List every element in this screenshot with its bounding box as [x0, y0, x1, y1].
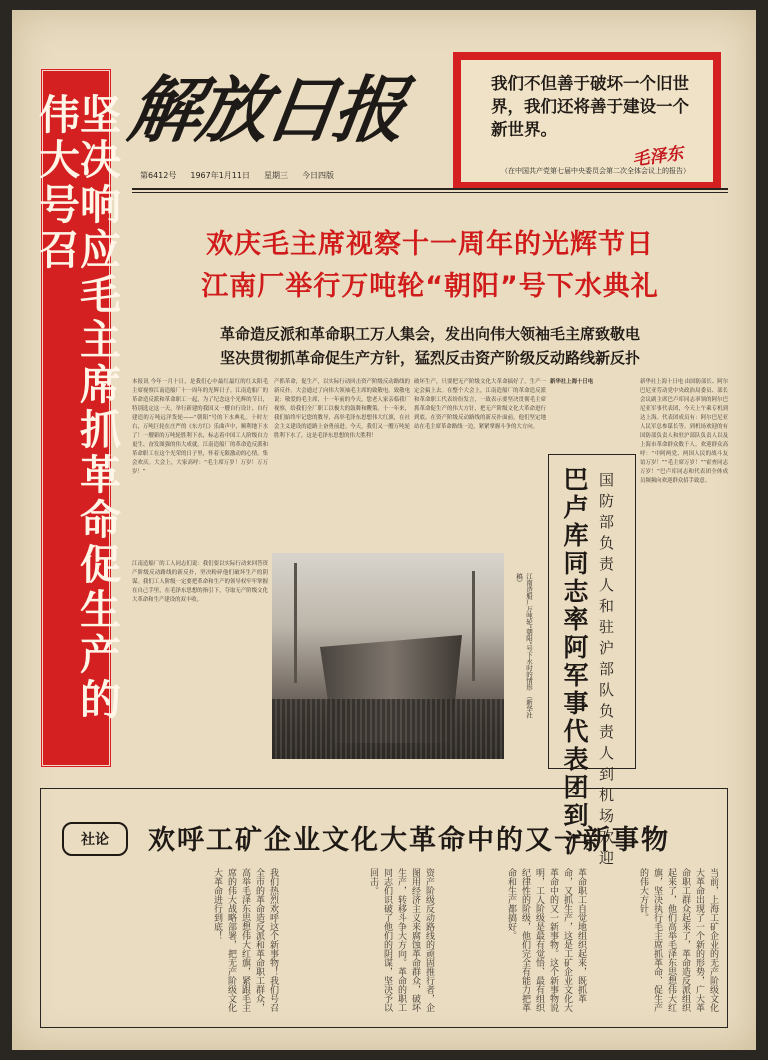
editorial-title: 欢呼工矿企业文化大革命中的又一新事物: [148, 825, 670, 856]
issue-weekday: 星期三: [264, 171, 288, 180]
right-story-subhead: 国防部负责人和驻沪部队负责人到机场欢迎: [597, 472, 615, 871]
issue-pages: 今日四版: [302, 171, 334, 180]
photo-caption: 江南造船厂万吨轮“朝阳”号下水时的情形 （新华社稿）: [515, 573, 533, 719]
editorial-col-3: 资产阶级反动路线的顽固推行者，企图用经济主义来腐蚀革命群众，破坏生产，转移斗争大方向。革命的职工同志们识破了他们的阴谋，坚决予以回击。: [368, 868, 434, 1012]
editorial-col-2: 革命职工自觉地组织起来，既抓革命，又抓生产，这是工矿企业文化大革命中的又一新事物。这个新事物说明，工人阶级是最有觉悟、最有组织纪律性的阶级，他们完全有能力把革命和生产都搞好。: [506, 868, 586, 1012]
main-body-col-2: 产抓革命，促生产，以实际行动回击资产阶级反动路线的新反扑。大会通过了向伟大领袖毛主席的致敬电。致敬电说：敬爱的毛主席，十一年前的今天，您老人家亲临我厂视察，给我们全厂职工以极大的鼓舞和鞭策。十一年来，我们始终牢记您的教导，高举毛泽东思想伟大红旗，在社会主义建设的道路上奋勇前进。今天，我们又一艘万吨轮胜利下水了，这是毛泽东思想的伟大胜利！: [274, 379, 410, 439]
photo-crowd: [272, 699, 504, 759]
editorial-col-4: 我们热烈欢呼这个新事物！我们号召全市的革命造反派和革命职工群众，高举毛泽东思想伟大红旗，紧跟毛主席的伟大战略部署，把无产阶级文化大革命进行到底！: [212, 868, 278, 1012]
quote-inner: [461, 60, 713, 182]
masthead-title: 解放日报: [123, 67, 408, 152]
issue-line: [140, 170, 430, 181]
main-headline-2: 江南厂举行万吨轮“朝阳”号下水典礼: [201, 271, 659, 302]
left-banner-text: 坚决响应毛主席抓革命促生产的伟大号召: [32, 93, 121, 723]
right-story-body: 新华社上海十日电 由国防部长、阿尔巴尼亚劳动党中央政治局委员、部长会议副主席巴卢库同志率领的阿尔巴尼亚军事代表团，今天上午乘专机到达上海。代表团成员有：阿尔巴尼亚人民军总参谋长等。到机场欢迎的有国防部负责人和驻沪部队负责人以及上海市革命群众数千人。欢迎群众高呼：“中阿两党、两国人民的战斗友谊万岁！”“毛主席万岁！”“霍查同志万岁！”巴卢库同志和代表团全体成员频频向欢迎群众招手致意。: [640, 379, 728, 484]
quote-text: 我们不但善于破坏一个旧世界，我们还将善于建设一个新世界。: [491, 74, 689, 139]
issue-number: 第6412号: [140, 171, 177, 180]
main-body-col-1: 本报讯 今年一月十日，是我们心中最红最红的红太阳毛主席视察江南造船厂十一周年的光辉日子。江南造船厂的革命造反派和革命职工一起，为了纪念这个光辉的节日，特别选定这一天，举行新建的我国又一艘自行设计、自行建造的万吨远洋货轮——“朝阳”号的下水典礼。十时左右，万吨巨轮在庄严的《东方红》乐曲声中，顺利地下水了！一艘新的万吨轮胜利下水，标志着中国工人阶级自力更生、奋发图强的伟大成就。江南造船厂的革命造反派和革命职工在这个光荣的日子里，怀着无限激动的心情，集会欢庆。大会上，大家高呼：“毛主席万岁！万岁！万万岁！”: [132, 379, 268, 475]
main-body-col-4: 江南造船厂的工人同志们说：我们要以实际行动来回答资产阶级反动路线的新反扑，坚决粉碎他们破坏生产的阴谋。我们工人阶级一定要把革命和生产的领导权牢牢掌握在自己手里，在毛泽东思想的指引下，夺取无产阶级文化大革命和生产建设的双丰收。: [132, 561, 268, 603]
main-subhead-2: 坚决贯彻抓革命促生产方针，猛烈反击资产阶级反动路线新反扑: [219, 349, 640, 367]
main-subhead-1: 革命造反派和革命职工万人集会，发出向伟大领袖毛主席致敬电: [219, 325, 640, 343]
right-story-headline: 巴卢库同志率阿军事代表团到沪: [560, 466, 589, 858]
quote-signature: 毛泽东: [631, 143, 685, 171]
photo-crane-right: [472, 571, 475, 681]
quote-source: （在中国共产党第七届中央委员会第二次全体会议上的报告）: [501, 167, 690, 175]
masthead-rule: [132, 188, 728, 190]
right-story-dateline: 新华社上海十日电: [550, 379, 594, 385]
ship-launch-photo: [272, 553, 504, 759]
editorial-col-1: 当前，上海工矿企业的无产阶级文化大革命出现了一个新的形势，广大革命职工群众起来了，革命造反派组织起来了，他们高举毛泽东思想伟大红旗，坚决执行毛主席抓革命、促生产的伟大方针。: [638, 868, 718, 1012]
issue-date: 1967年1月11日: [190, 171, 250, 180]
left-red-banner: [32, 68, 121, 768]
masthead-rule-thin: [132, 192, 728, 193]
main-headline-1: 欢庆毛主席视察十一周年的光辉节日: [206, 229, 654, 260]
main-body-col-3: 破坏生产，只要把无产阶级文化大革命搞好了，生产一定会搞上去。在整个大会上，江南造船厂的革命造反派和革命职工代表纷纷发言，一致表示要坚决贯彻毛主席抓革命促生产的伟大方针，把无产阶级文化大革命进行到底。在资产阶级反动路线的新反扑面前，他们坚定地站在毛主席革命路线一边，紧紧掌握斗争的大方向。: [414, 379, 546, 430]
photo-crane-left: [294, 563, 297, 683]
editorial-label: 社论: [62, 822, 128, 856]
quote-box: [453, 52, 721, 190]
